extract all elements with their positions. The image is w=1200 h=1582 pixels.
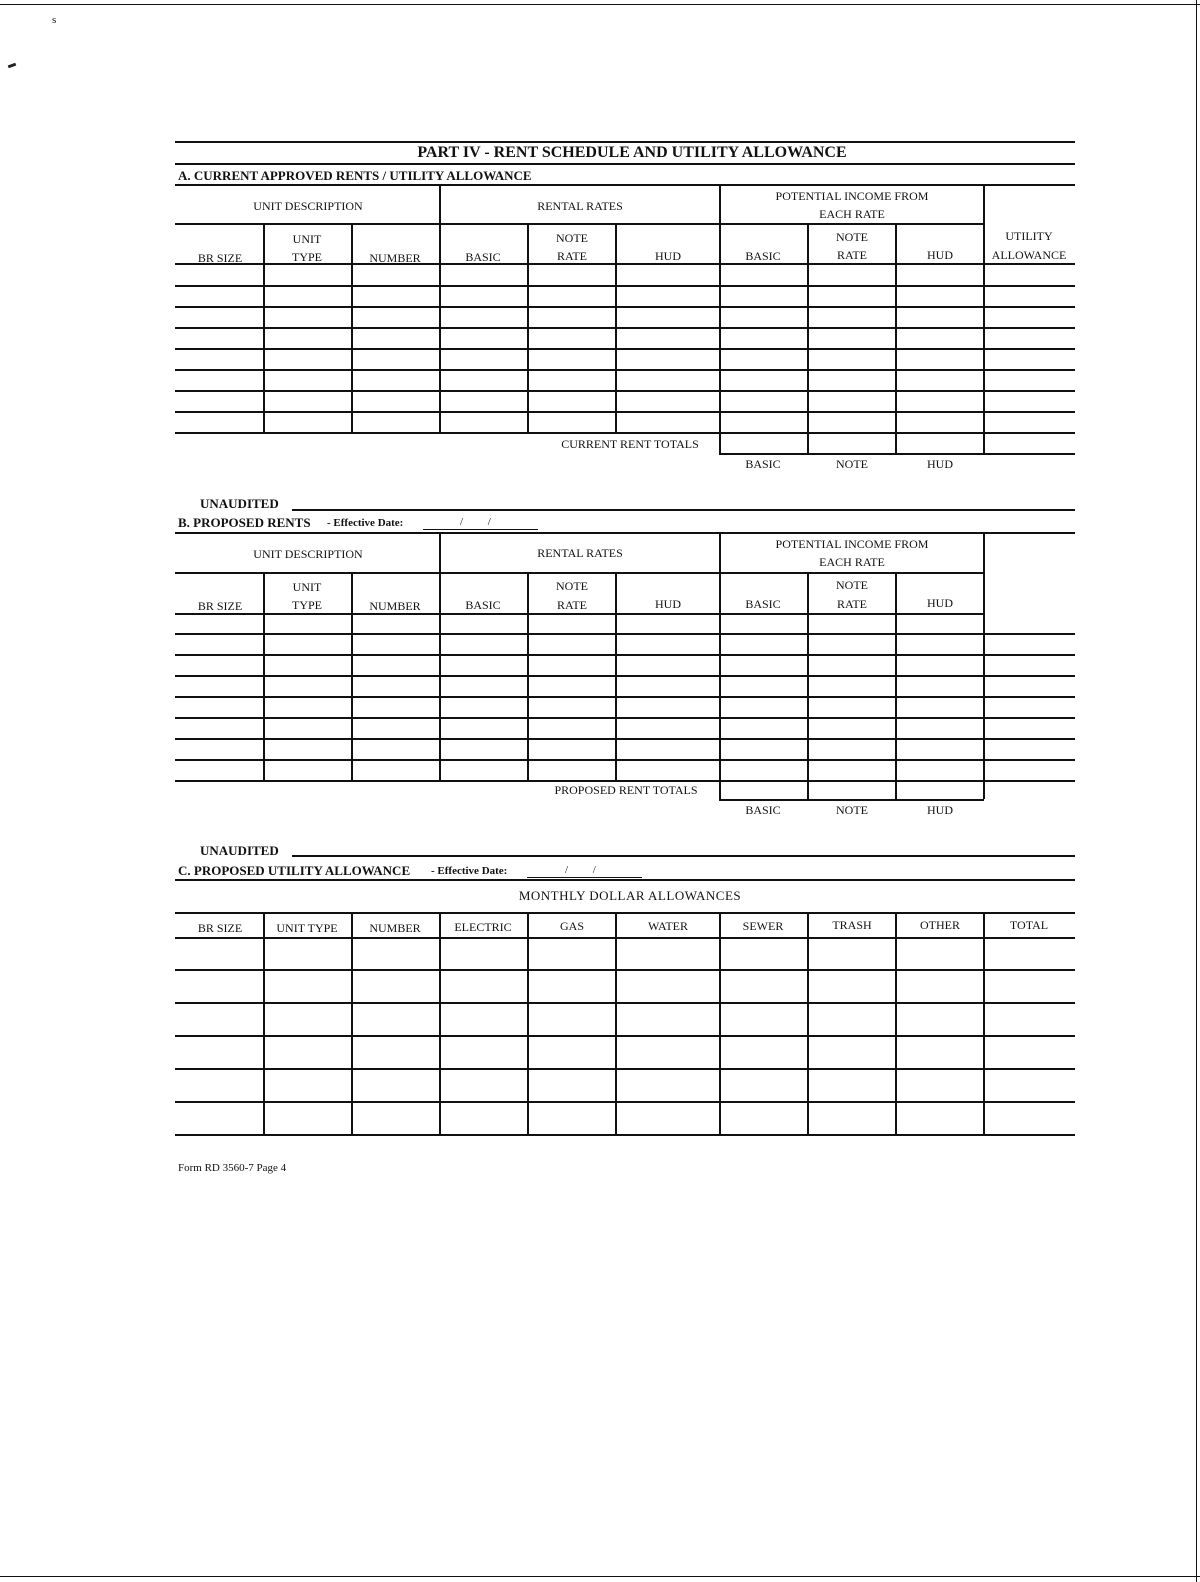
form-footer: Form RD 3560-7 Page 4	[178, 1162, 287, 1174]
c-col-water: WATER	[648, 919, 688, 933]
col-pi-note-rate: RATE	[837, 248, 867, 262]
corner-mark: s	[52, 14, 57, 26]
c-row-rule	[175, 1134, 1075, 1136]
a-divider	[439, 184, 441, 432]
a-row-rule	[175, 432, 1075, 434]
title-rule-top	[175, 141, 1075, 143]
monthly-header-rule	[175, 912, 1075, 914]
b-totals-bottom-rule	[719, 799, 984, 801]
section-b-effective-label: - Effective Date:	[327, 517, 404, 529]
page-right-edge	[1196, 0, 1197, 1582]
b-row-rule	[175, 675, 1075, 677]
b-col-pi-note-rate: RATE	[837, 597, 867, 611]
c-col-unit-type: UNIT TYPE	[276, 921, 338, 935]
col-br-size: BR SIZE	[197, 251, 243, 265]
b-row-rule	[175, 717, 1075, 719]
a-col-divider	[807, 223, 809, 453]
b-group-header-rule	[175, 572, 985, 574]
section-c-effective-label: - Effective Date:	[431, 865, 508, 877]
b-totals-note: NOTE	[836, 803, 868, 817]
c-col-trash: TRASH	[832, 918, 872, 932]
b-row-rule	[175, 738, 1075, 740]
c-col-electric: ELECTRIC	[454, 920, 512, 934]
a-row-rule	[175, 327, 1075, 329]
c-header-bottom-rule	[175, 937, 1075, 939]
a-row-rule	[175, 348, 1075, 350]
col-pi-basic: BASIC	[745, 249, 781, 263]
a-divider	[983, 184, 985, 453]
section-b-top-rule	[292, 509, 1075, 511]
b-col-basic: BASIC	[465, 598, 501, 612]
section-b-date-line	[423, 529, 538, 530]
b-col-pi-basic: BASIC	[745, 597, 781, 611]
unaudited-label: UNAUDITED	[200, 496, 279, 511]
a-row-rule	[175, 411, 1075, 413]
b-totals-hud: HUD	[927, 803, 953, 817]
current-rent-totals-label: CURRENT RENT TOTALS	[561, 437, 699, 451]
col-number: NUMBER	[369, 251, 421, 265]
section-c-date-line	[527, 877, 642, 878]
totals-note: NOTE	[836, 457, 868, 471]
b-potential-income-header: POTENTIAL INCOME FROM	[775, 537, 929, 551]
col-pi-note: NOTE	[836, 230, 868, 244]
b-col-pi-hud: HUD	[927, 596, 953, 610]
b-row-rule	[175, 780, 1075, 782]
c-col-number: NUMBER	[369, 921, 421, 935]
b-col-divider	[351, 572, 353, 780]
proposed-rent-totals-label: PROPOSED RENT TOTALS	[554, 783, 698, 797]
b-potential-income-header-line2: EACH RATE	[819, 555, 885, 569]
b-row-rule	[175, 633, 1075, 635]
b-col-divider	[615, 572, 617, 780]
c-col-divider	[615, 912, 617, 1134]
c-row-rule	[175, 1035, 1075, 1037]
b-divider	[719, 532, 721, 799]
a-header-bottom-rule	[175, 263, 1075, 265]
b-col-unit-type: TYPE	[292, 598, 322, 612]
col-unit-type: TYPE	[292, 250, 322, 264]
a-col-divider	[351, 223, 353, 432]
c-col-divider	[439, 912, 441, 1134]
b-divider	[983, 532, 985, 799]
monthly-allowances-header: MONTHLY DOLLAR ALLOWANCES	[518, 888, 742, 903]
col-unit: UNIT	[292, 232, 322, 246]
totals-basic: BASIC	[745, 457, 781, 471]
section-a-heading: A. CURRENT APPROVED RENTS / UTILITY ALLOWANCE	[178, 168, 532, 183]
c-col-total: TOTAL	[1009, 918, 1049, 932]
scan-speck	[8, 63, 17, 69]
section-b-heading: B. PROPOSED RENTS	[178, 515, 311, 530]
col-hud: HUD	[655, 249, 681, 263]
col-note-rate: RATE	[557, 249, 587, 263]
title-rule-bottom	[175, 163, 1075, 165]
b-totals-basic: BASIC	[745, 803, 781, 817]
b-col-unit: UNIT	[292, 580, 322, 594]
b-row-rule	[175, 759, 1075, 761]
col-basic: BASIC	[465, 250, 501, 264]
section-c-top-rule	[292, 855, 1075, 857]
a-divider	[719, 184, 721, 453]
b-col-note: NOTE	[556, 579, 588, 593]
page-top-edge	[0, 4, 1200, 5]
b-row-rule	[175, 696, 1075, 698]
a-col-divider	[527, 223, 529, 432]
c-col-other: OTHER	[920, 918, 960, 932]
c-col-divider	[719, 912, 721, 1134]
b-col-pi-note: NOTE	[836, 578, 868, 592]
b-col-divider	[895, 572, 897, 799]
col-note: NOTE	[556, 231, 588, 245]
group-header-rule	[175, 223, 985, 225]
c-col-divider	[263, 912, 265, 1134]
c-col-gas: GAS	[559, 919, 585, 933]
c-col-divider	[351, 912, 353, 1134]
b-header-bottom-rule	[175, 613, 985, 615]
b-col-hud: HUD	[655, 597, 681, 611]
c-col-sewer: SEWER	[742, 919, 784, 933]
c-row-rule	[175, 1068, 1075, 1070]
a-col-divider	[615, 223, 617, 432]
section-c-date-slashes: / /	[565, 864, 596, 876]
totals-hud: HUD	[927, 457, 953, 471]
a-row-rule	[175, 306, 1075, 308]
b-col-divider	[263, 572, 265, 780]
page-bottom-edge	[0, 1576, 1200, 1577]
potential-income-header: POTENTIAL INCOME FROM	[775, 189, 929, 203]
a-totals-bottom-rule	[719, 453, 1075, 455]
b-row-rule	[175, 654, 1075, 656]
c-col-divider	[807, 912, 809, 1134]
b-rental-rates-header: RENTAL RATES	[537, 546, 623, 560]
section-b-date-slashes: / /	[460, 516, 491, 528]
c-col-divider	[895, 912, 897, 1134]
c-row-rule	[175, 1101, 1075, 1103]
section-b-rule	[175, 532, 1075, 534]
unit-description-header: UNIT DESCRIPTION	[253, 199, 363, 213]
a-row-rule	[175, 369, 1075, 371]
b-col-note-rate: RATE	[557, 598, 587, 612]
unaudited-label-2: UNAUDITED	[200, 843, 279, 858]
b-unit-description-header: UNIT DESCRIPTION	[253, 547, 363, 561]
section-c-heading: C. PROPOSED UTILITY ALLOWANCE	[178, 863, 411, 878]
b-col-divider	[807, 572, 809, 799]
a-row-rule	[175, 285, 1075, 287]
c-col-divider	[983, 912, 985, 1134]
a-row-rule	[175, 390, 1075, 392]
c-col-br-size: BR SIZE	[197, 921, 243, 935]
page-title: PART IV - RENT SCHEDULE AND UTILITY ALLOWANCE	[417, 144, 847, 161]
b-col-number: NUMBER	[369, 599, 421, 613]
col-pi-hud: HUD	[927, 248, 953, 262]
col-utility: UTILITY	[1005, 229, 1053, 243]
a-col-divider	[263, 223, 265, 432]
rental-rates-header: RENTAL RATES	[537, 199, 623, 213]
col-utility-allowance: ALLOWANCE	[991, 248, 1067, 262]
section-c-rule	[175, 879, 1075, 881]
b-col-divider	[527, 572, 529, 780]
potential-income-header-line2: EACH RATE	[819, 207, 885, 221]
c-col-divider	[527, 912, 529, 1134]
b-divider	[439, 532, 441, 780]
a-col-divider	[895, 223, 897, 453]
b-col-br-size: BR SIZE	[197, 599, 243, 613]
c-row-rule	[175, 1002, 1075, 1004]
c-row-rule	[175, 969, 1075, 971]
section-a-rule	[175, 184, 1075, 186]
